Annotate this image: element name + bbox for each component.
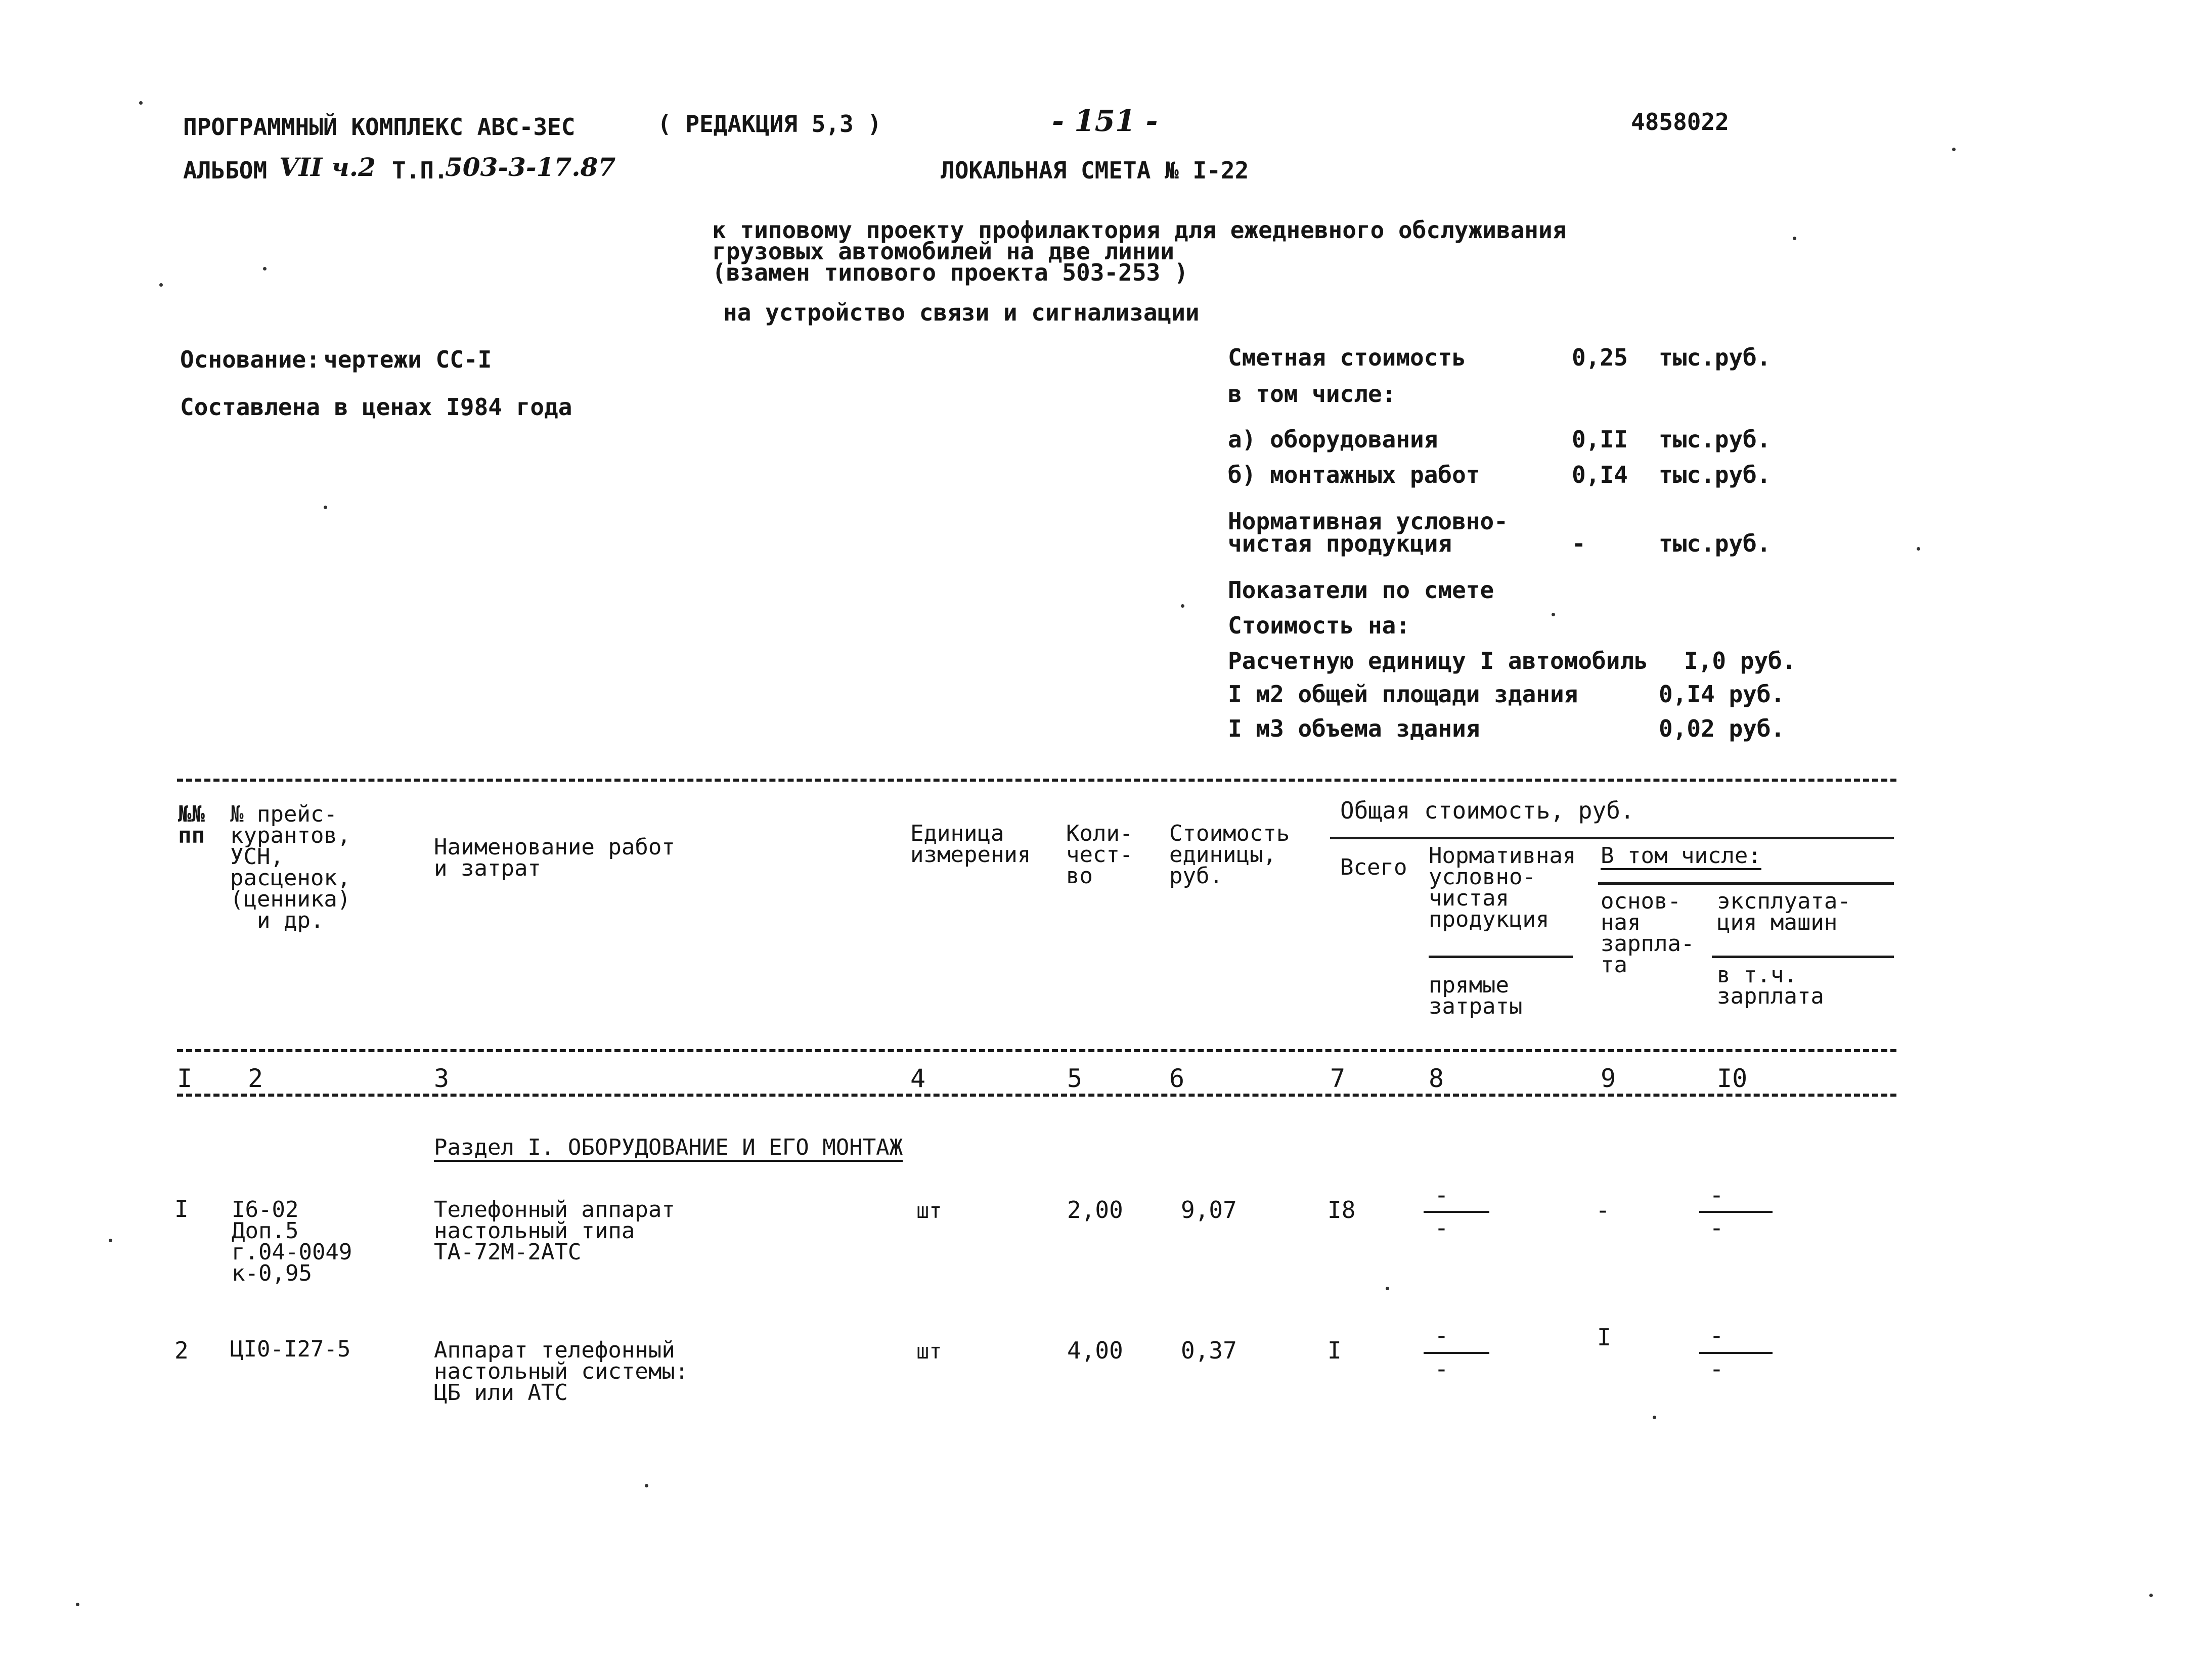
including-label: в том числе:: [1228, 380, 1396, 408]
column-number-4: 4: [910, 1064, 926, 1093]
normative-split-rule: [1429, 956, 1573, 958]
row-1-normative-divider: [1424, 1211, 1489, 1213]
total-cost-unit: тыс.руб.: [1659, 344, 1771, 371]
subtitle-line-3: (взамен типового проекта 503-253 ): [712, 259, 1188, 286]
basis-value: чертежи СС-I: [324, 346, 492, 373]
section-title: Раздел I. ОБОРУДОВАНИЕ И ЕГО МОНТАЖ: [434, 1135, 903, 1160]
column-number-6: 6: [1169, 1064, 1185, 1093]
header-col-10-bottom: в т.ч. зарплата: [1717, 962, 1824, 1009]
row-2-normative-top: -: [1434, 1322, 1449, 1350]
installation-value: 0,I4: [1572, 461, 1628, 488]
normative-label-2: чистая продукция: [1228, 530, 1452, 557]
scan-speck: [1793, 237, 1796, 240]
per-m3-label: I м3 объема здания: [1228, 715, 1480, 742]
header-total-cost: Общая стоимость, руб.: [1340, 797, 1634, 824]
per-m2-value: 0,I4 руб.: [1659, 681, 1785, 708]
column-number-7: 7: [1330, 1064, 1346, 1093]
scan-speck: [2149, 1594, 2153, 1597]
column-number-1: I: [177, 1064, 193, 1093]
header-col-2: № прейс- курантов, УСН, расценок, (ценника) и др.: [230, 801, 351, 933]
estimate-title: ЛОКАЛЬНАЯ СМЕТА № I-22: [941, 157, 1249, 184]
table-top-rule: [177, 779, 1896, 782]
price-level: Составлена в ценах I984 года: [180, 393, 572, 421]
scan-speck: [1552, 613, 1555, 616]
scan-speck: [159, 283, 163, 287]
header-col-9: основ- ная зарпла- та: [1601, 888, 1695, 978]
total-cost-rule: [1330, 837, 1894, 839]
machines-split-rule: [1712, 956, 1894, 958]
column-number-3: 3: [434, 1064, 450, 1093]
scan-speck: [139, 101, 143, 105]
header-col-4: Единица измерения: [910, 821, 1031, 868]
row-2-machines-top: -: [1709, 1322, 1724, 1350]
cost-per-label: Стоимость на:: [1228, 612, 1410, 639]
column-number-9: 9: [1601, 1064, 1616, 1093]
row-1-machines-top: -: [1709, 1181, 1724, 1209]
tp-label: Т.П.: [392, 157, 448, 184]
row-1-total: I8: [1328, 1196, 1356, 1224]
scan-speck: [76, 1603, 79, 1606]
equipment-value: 0,II: [1572, 426, 1628, 453]
album-label: АЛЬБОМ: [183, 157, 268, 184]
row-1-quantity: 2,00: [1067, 1196, 1123, 1224]
row-1-machines-divider: [1699, 1211, 1773, 1213]
per-m3-value: 0,02 руб.: [1659, 715, 1785, 742]
scan-speck: [1917, 547, 1920, 551]
per-m2-label: I м2 общей площади здания: [1228, 681, 1578, 708]
equipment-label: а) оборудования: [1228, 426, 1438, 453]
edition: ( РЕДАКЦИЯ 5,3 ): [657, 110, 882, 138]
normative-label-1: Нормативная условно-: [1228, 508, 1508, 535]
tp-handwritten: 503-3-17.87: [445, 152, 616, 182]
row-1-unit-price: 9,07: [1181, 1196, 1237, 1224]
row-2-name: Аппарат телефонный настольный системы: ЦБ или АТС: [434, 1337, 689, 1406]
album-handwritten: VII ч.2: [279, 152, 376, 182]
row-2-normative-bottom: -: [1434, 1355, 1449, 1383]
per-unit-label: Расчетную единицу I автомобиль: [1228, 647, 1648, 674]
column-number-2: 2: [248, 1064, 263, 1093]
scan-speck: [645, 1484, 648, 1487]
subtitle-line-4: на устройство связи и сигнализации: [723, 299, 1200, 326]
header-col-8-top: Нормативная условно- чистая продукция: [1429, 843, 1576, 932]
header-col-3: Наименование работ и затрат: [434, 834, 675, 881]
basis-label: Основание:: [180, 346, 320, 373]
row-2-unit-price: 0,37: [1181, 1337, 1237, 1364]
header-col-1: №№ пп: [178, 801, 205, 848]
installation-label: б) монтажных работ: [1228, 461, 1480, 488]
program-name: ПРОГРАММНЫЙ КОМПЛЕКС АВС-ЗЕС: [183, 113, 576, 141]
header-bottom-rule: [177, 1049, 1896, 1052]
row-2-machines-bottom: -: [1709, 1355, 1724, 1383]
normative-value: -: [1572, 530, 1586, 557]
row-2-normative-divider: [1424, 1352, 1489, 1354]
scan-speck: [1653, 1416, 1656, 1419]
scan-speck: [263, 267, 267, 270]
header-col-10-top: эксплуата- ция машин: [1717, 888, 1851, 935]
scan-speck: [109, 1239, 112, 1242]
document-number: 4858022: [1631, 108, 1729, 135]
scan-speck: [1386, 1287, 1389, 1290]
installation-unit: тыс.руб.: [1659, 461, 1771, 488]
row-2-unit: шт: [916, 1339, 942, 1364]
total-cost-value: 0,25: [1572, 344, 1628, 371]
header-col-7: Всего: [1340, 854, 1407, 880]
subtitle-line-1: к типовому проекту профилактория для ежедневного обслуживания: [712, 216, 1567, 244]
row-1-number: I: [174, 1195, 189, 1223]
row-1-unit: шт: [916, 1198, 942, 1223]
row-1-machines-bottom: -: [1709, 1214, 1724, 1242]
row-2-quantity: 4,00: [1067, 1337, 1123, 1364]
row-2-total: I: [1328, 1337, 1342, 1364]
page-number: - 151 -: [1052, 104, 1158, 138]
normative-unit: тыс.руб.: [1659, 530, 1771, 557]
scan-speck: [1952, 148, 1956, 151]
row-2-machines-divider: [1699, 1352, 1773, 1354]
per-unit-value: I,0 руб.: [1684, 647, 1796, 674]
subtitle-line-2: грузовых автомобилей на две линии: [712, 238, 1174, 265]
column-number-8: 8: [1429, 1064, 1444, 1093]
scan-speck: [324, 506, 327, 509]
including-rule: [1598, 882, 1894, 885]
scan-speck: [1181, 604, 1184, 608]
row-1-normative-bottom: -: [1434, 1214, 1449, 1242]
row-2-code: ЦI0-I27-5: [230, 1336, 351, 1362]
header-including: В том числе:: [1601, 843, 1761, 869]
equipment-unit: тыс.руб.: [1659, 426, 1771, 453]
header-col-8-bottom: прямые затраты: [1429, 972, 1523, 1019]
header-col-6: Стоимость единицы, руб.: [1169, 821, 1290, 889]
row-2-salary: I: [1597, 1324, 1611, 1351]
column-number-10: I0: [1717, 1064, 1748, 1093]
row-1-code: I6-02 Доп.5 г.04-0049 к-0,95: [232, 1197, 352, 1286]
header-col-5: Коли- чест- во: [1066, 821, 1133, 889]
indicators-label: Показатели по смете: [1228, 576, 1494, 604]
row-2-number: 2: [174, 1337, 189, 1364]
row-1-salary: -: [1596, 1196, 1610, 1225]
column-numbers-rule: [177, 1094, 1896, 1097]
row-1-name: Телефонный аппарат настольный типа ТА-72М-2АТС: [434, 1197, 675, 1265]
total-cost-label: Сметная стоимость: [1228, 344, 1466, 371]
row-1-normative-top: -: [1434, 1181, 1449, 1209]
column-number-5: 5: [1067, 1064, 1083, 1093]
